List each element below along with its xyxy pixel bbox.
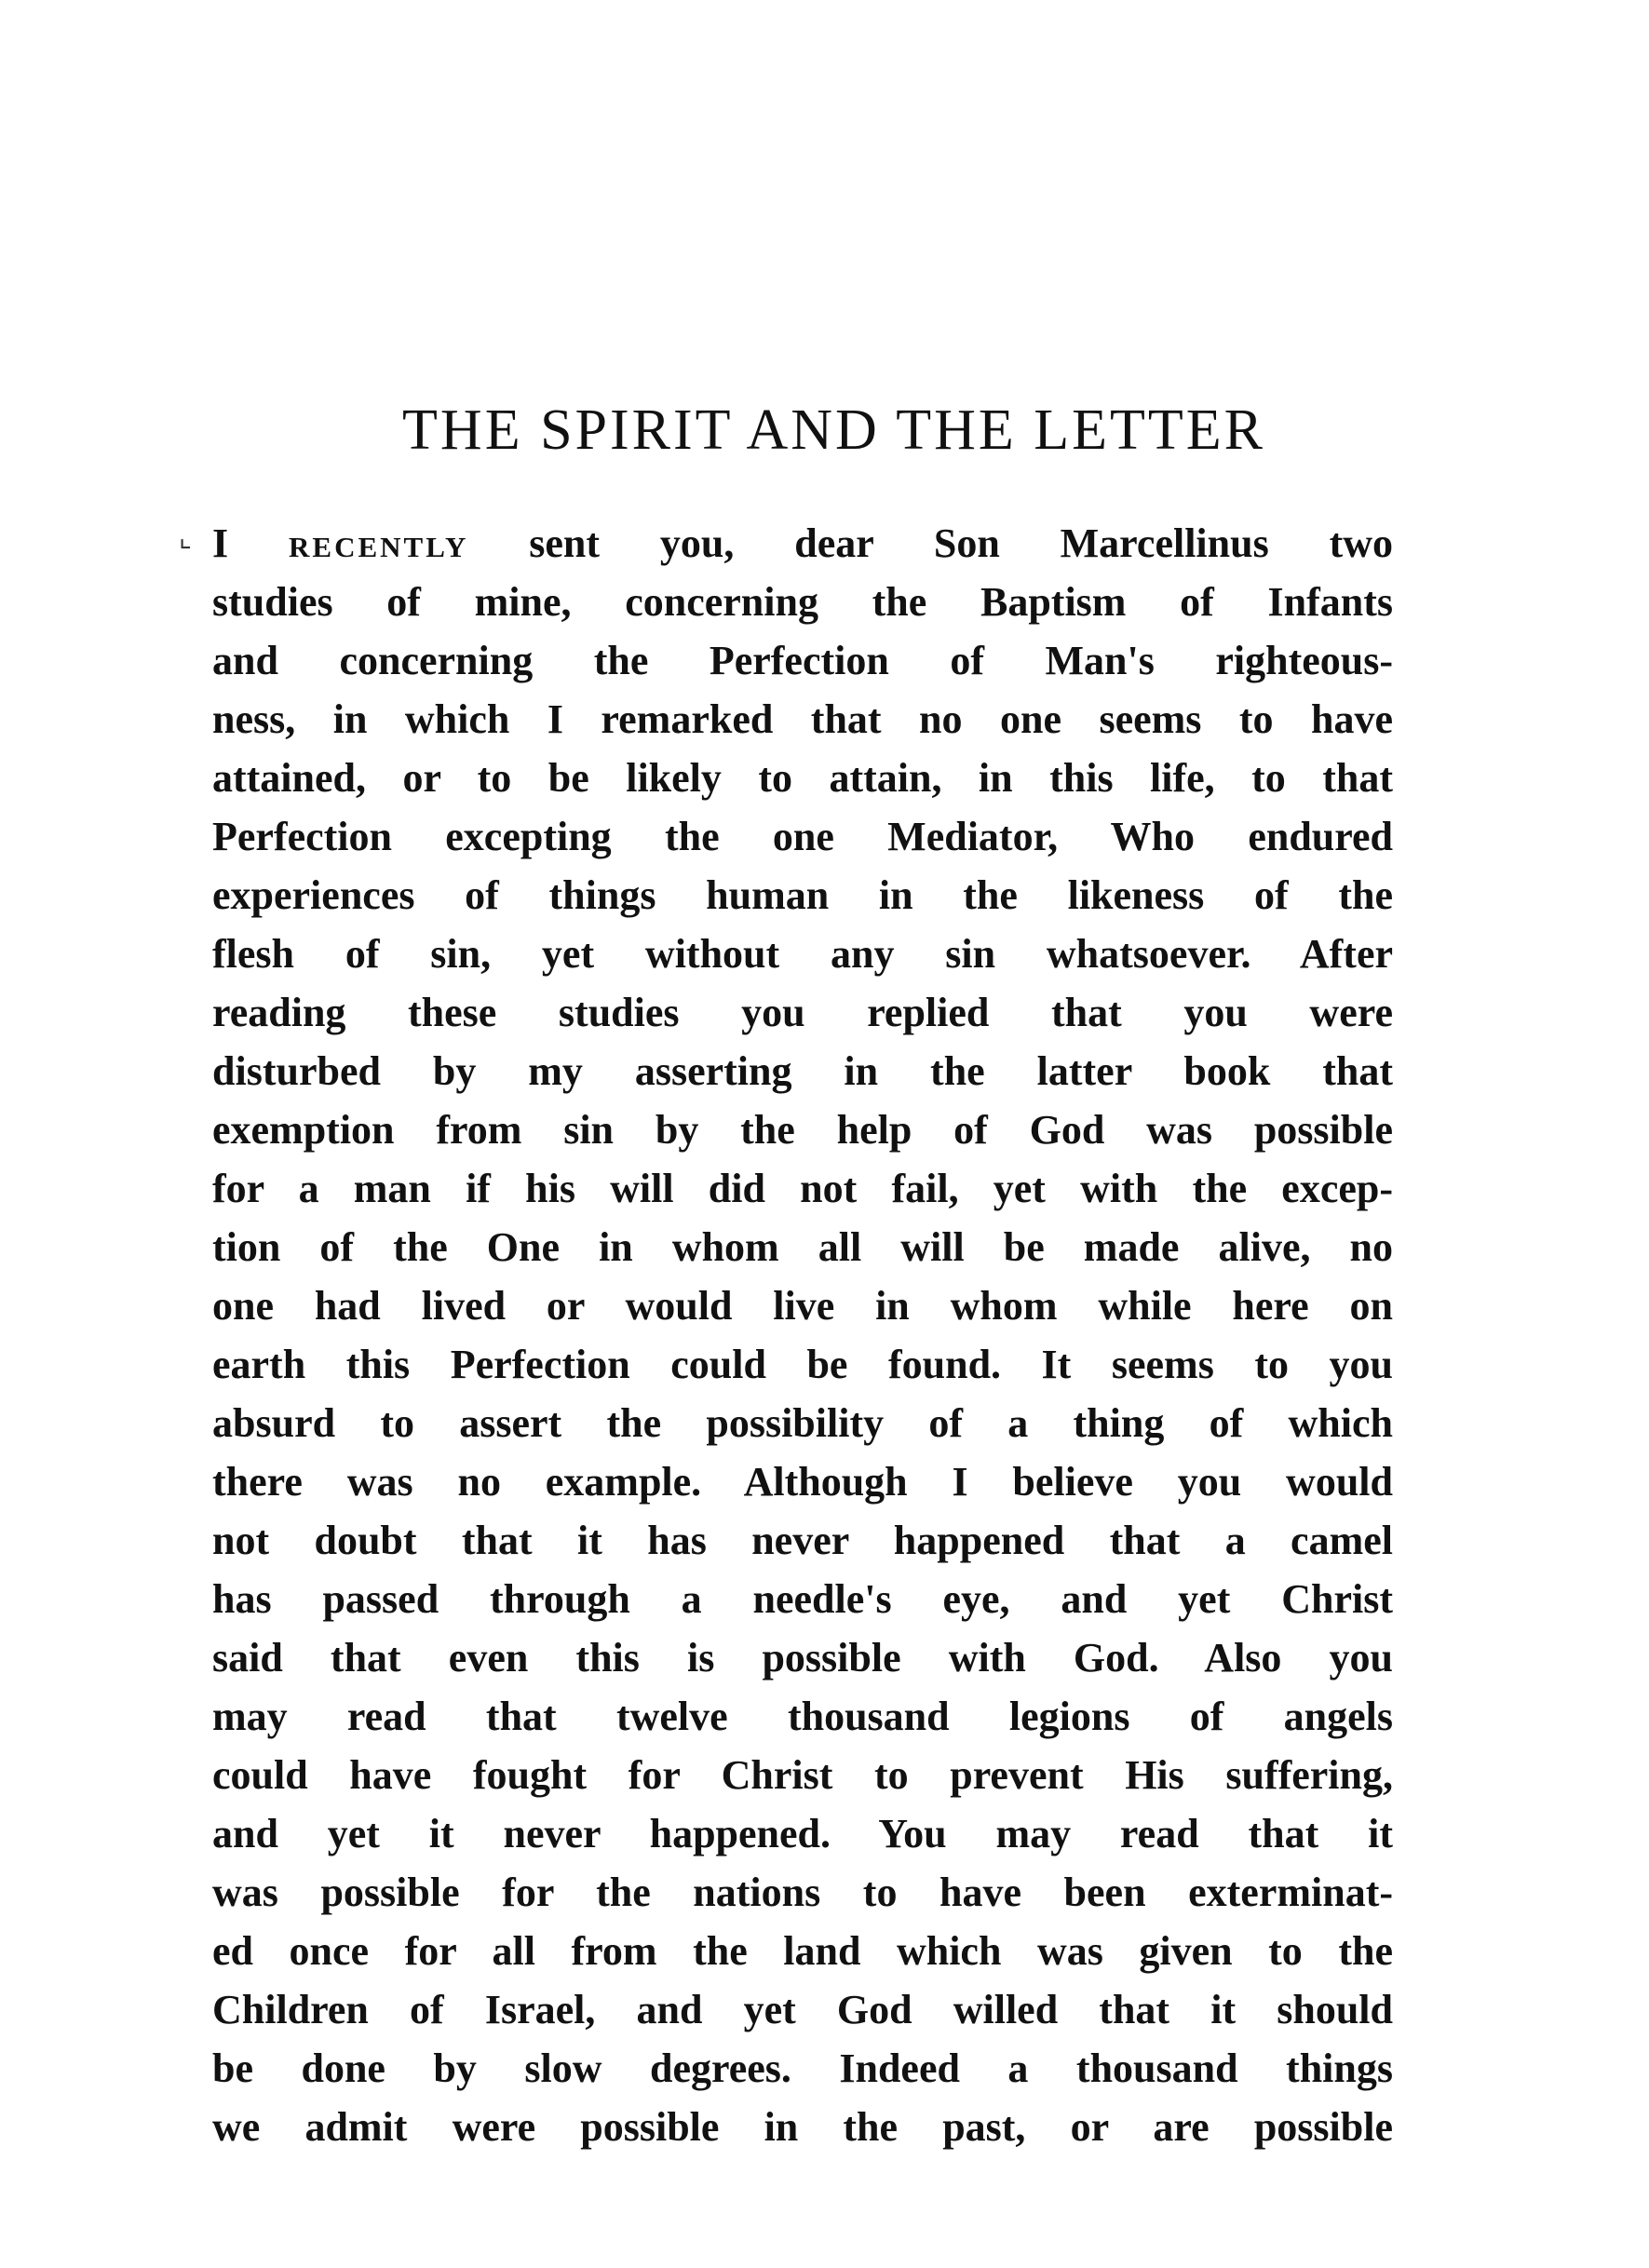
- text-line: flesh of sin, yet without any sin whatsoever. After: [212, 931, 1393, 977]
- text-line: one had lived or would live in whom while here on: [212, 1283, 1393, 1329]
- text-line: ness, in which I remarked that no one seems to have: [212, 696, 1393, 742]
- body-text: [212, 514, 1393, 2156]
- opening-rest: sent you, dear Son Marcellinus two: [468, 520, 1393, 566]
- text-line: earth this Perfection could be found. It seems to you: [212, 1342, 1393, 1387]
- text-line: Perfection excepting the one Mediator, Who endured: [212, 814, 1393, 859]
- text-line: there was no example. Although I believe you would: [212, 1459, 1393, 1505]
- text-line: disturbed by my asserting in the latter book that: [212, 1048, 1393, 1094]
- margin-mark: ⌞: [179, 521, 193, 554]
- text-line: said that even this is possible with God. Also you: [212, 1635, 1393, 1681]
- text-line: ed once for all from the land which was given to the: [212, 1928, 1393, 1974]
- text-line: has passed through a needle's eye, and yet Christ: [212, 1576, 1393, 1622]
- text-line: not doubt that it has never happened that a camel: [212, 1518, 1393, 1563]
- text-line: was possible for the nations to have been exterminat-: [212, 1870, 1393, 1915]
- initial-letter: I: [212, 520, 229, 566]
- text-line: absurd to assert the possibility of a thing of which: [212, 1400, 1393, 1446]
- text-line: for a man if his will did not fail, yet with the excep-: [212, 1166, 1393, 1211]
- text-line: and concerning the Perfection of Man's righteous-: [212, 638, 1393, 683]
- chapter-title: THE SPIRIT AND THE LETTER: [402, 398, 1265, 462]
- text-line: and yet it never happened. You may read that it: [212, 1811, 1393, 1856]
- text-line: may read that twelve thousand legions of angels: [212, 1694, 1393, 1739]
- text-line: could have fought for Christ to prevent His suffering,: [212, 1752, 1393, 1798]
- text-line: we admit were possible in the past, or are possible: [212, 2104, 1393, 2150]
- text-line: attained, or to be likely to attain, in this life, to that: [212, 755, 1393, 801]
- text-line-opening: [212, 514, 1393, 573]
- text-line: studies of mine, concerning the Baptism of Infants: [212, 579, 1393, 625]
- text-line: Children of Israel, and yet God willed that it should: [212, 1987, 1393, 2032]
- text-line: tion of the One in whom all will be made alive, no: [212, 1224, 1393, 1270]
- text-line: experiences of things human in the likeness of the: [212, 872, 1393, 918]
- text-line: reading these studies you replied that you were: [212, 990, 1393, 1035]
- text-line: be done by slow degrees. Indeed a thousand things: [212, 2045, 1393, 2091]
- small-caps-word: recently: [289, 520, 469, 566]
- text-line: exemption from sin by the help of God was possible: [212, 1107, 1393, 1153]
